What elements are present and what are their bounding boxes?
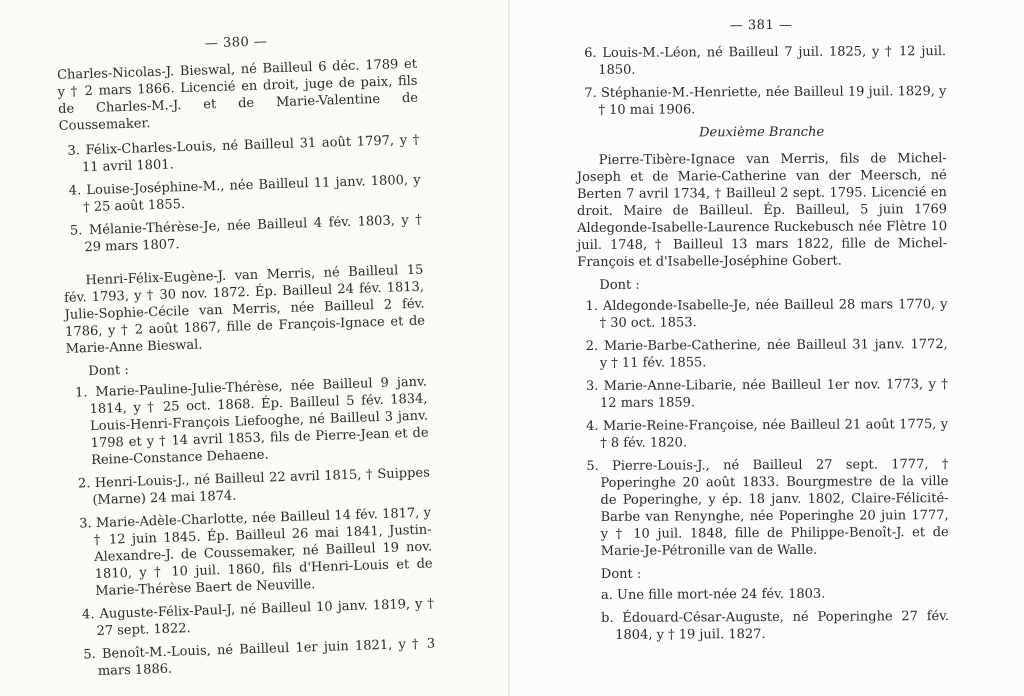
entry-aldegonde: 1. Aldegonde-Isabelle-Je, née Bailleul 28 mars 1770, y † 30 oct. 1853. [585,297,948,331]
entry-marie-anne: 3. Marie-Anne-Libarie, née Bailleul 1er nov. 1773, y † 12 mars 1859. [585,377,948,411]
entry-louise-josephine: 4. Louise-Joséphine-M., née Bailleul 11 janv. 1800, y † 25 août 1855. [68,172,421,216]
entry-benoit: 5. Benoît-M.-Louis, né Bailleul 1er juin 1821, y † 3 mars 1886. [83,636,436,679]
bieswal-paragraph: Charles-Nicolas-J. Bieswal, né Bailleul 6 déc. 1789 et y † 2 mars 1866. Licencié en droit, juge de paix, fils de Charles-M.-J. et de Marie-Valentine de Coussemaker. [56,56,419,134]
sub-entry-fille: a. Une fille mort-née 24 fév. 1803. [600,586,826,603]
entry-felix-charles-louis: 3. Félix-Charles-Louis, né Bailleul 31 août 1797, y † 11 avril 1801. [67,132,420,176]
entry-marie-barbe: 2. Marie-Barbe-Catherine, née Bailleul 31 janv. 1772, y † 11 fév. 1855. [585,337,948,371]
branch-heading: Deuxième Branche [699,124,825,141]
right-page-content [576,16,949,650]
entry-marie-reine: 4. Marie-Reine-Françoise, née Bailleul 21 août 1775, y † 8 fév. 1820. [586,417,949,451]
entry-pierre-louis: 5. Pierre-Louis-J., né Bailleul 27 sept. 1777, † Poperinghe 20 août 1833. Bourgmestre de la ville de Poperinghe, y ép. 18 janv. 1802, Claire-Félicité-Barbe van Renynghe, née Poperinghe 20 juin 1777, y † 10 juil. 1848, fille de Philippe-Benoît-J. et de Marie-Je-Pétronille van de Walle. [586,457,949,559]
entry-marie-adele: 3. Marie-Adèle-Charlotte, née Bailleul 14 fév. 1817, y † 12 juin 1845. Ép. Bailleul 26 mai 1841, Justin-Alexandre-J. de Coussemaker, né Bailleul 19 nov. 1810, y † 10 juil. 1860, fils d'Henri-Louis et de Marie-Thérèse Baert de Neuville. [78,505,433,600]
henri-felix-paragraph: Henri-Félix-Eugène-J. van Merris, né Bailleul 15 fév. 1793, y † 30 nov. 1872. Ép. Bailleul 24 fév. 1813, Julie-Sophie-Cécile van Merris, née Bailleul 2 fév. 1786, y † 2 août 1867, fille de François-Ignace et de Marie-Anne Bieswal. [63,262,426,357]
left-page-content [56,29,436,687]
right-page [510,0,1024,696]
entry-marie-pauline: 1. Marie-Pauline-Julie-Thérèse, née Bailleul 9 janv. 1814, y † 25 oct. 1868. Ép. Bailleul 5 fév. 1834, Louis-Henri-François Liefooghe, né Bailleul 3 janv. 1798 et y † 14 avril 1853, fils de Pierre-Jean et de Reine-Constance Dehaene. [74,374,429,469]
dont-label: Dont : [599,277,640,293]
left-page [0,0,510,696]
dont-label-2: Dont : [600,566,642,582]
page-number-381: — 381 — [729,17,793,34]
entry-melanie-therese: 5. Mélanie-Thérèse-Je, née Bailleul 4 fév. 1803, y † 29 mars 1807. [69,212,423,256]
entry-louis-leon: 6. Louis-M.-Léon, né Bailleul 7 juil. 1825, y † 12 juil. 1850. [584,44,947,78]
entry-stephanie: 7. Stéphanie-M.-Henriette, née Bailleul 19 juil. 1829, y † 10 mai 1906. [584,84,947,118]
pierre-tibere-paragraph: Pierre-Tibère-Ignace van Merris, fils de Michel-Joseph et de Marie-Catherine van der Meersch, né Berten 7 avril 1734, † Bailleul 2 sept. 1795. Licencié en droit. Maire de Bailleul. Ép. Bailleul, 5 juin 1769 Aldegonde-Isabelle-Laurence Ruckebusch née Flètre 10 juil. 1748, † Bailleul 13 mars 1822, fille de Michel-François et d'Isabelle-Joséphine Gobert. [576,151,948,270]
entry-auguste-felix: 4. Auguste-Félix-Paul-J, né Bailleul 10 janv. 1819, y † 27 sept. 1822. [81,596,435,640]
entry-henri-louis: 2. Henri-Louis-J., né Bailleul 22 avril 1815, † Suippes (Marne) 24 mai 1874. [77,465,431,509]
dont-label: Dont : [88,362,130,380]
page-number-380: — 380 — [204,34,268,52]
sub-entry-edouard: b. Édouard-César-Auguste, né Poperinghe 27 fév. 1804, y † 19 juil. 1827. [601,609,950,643]
